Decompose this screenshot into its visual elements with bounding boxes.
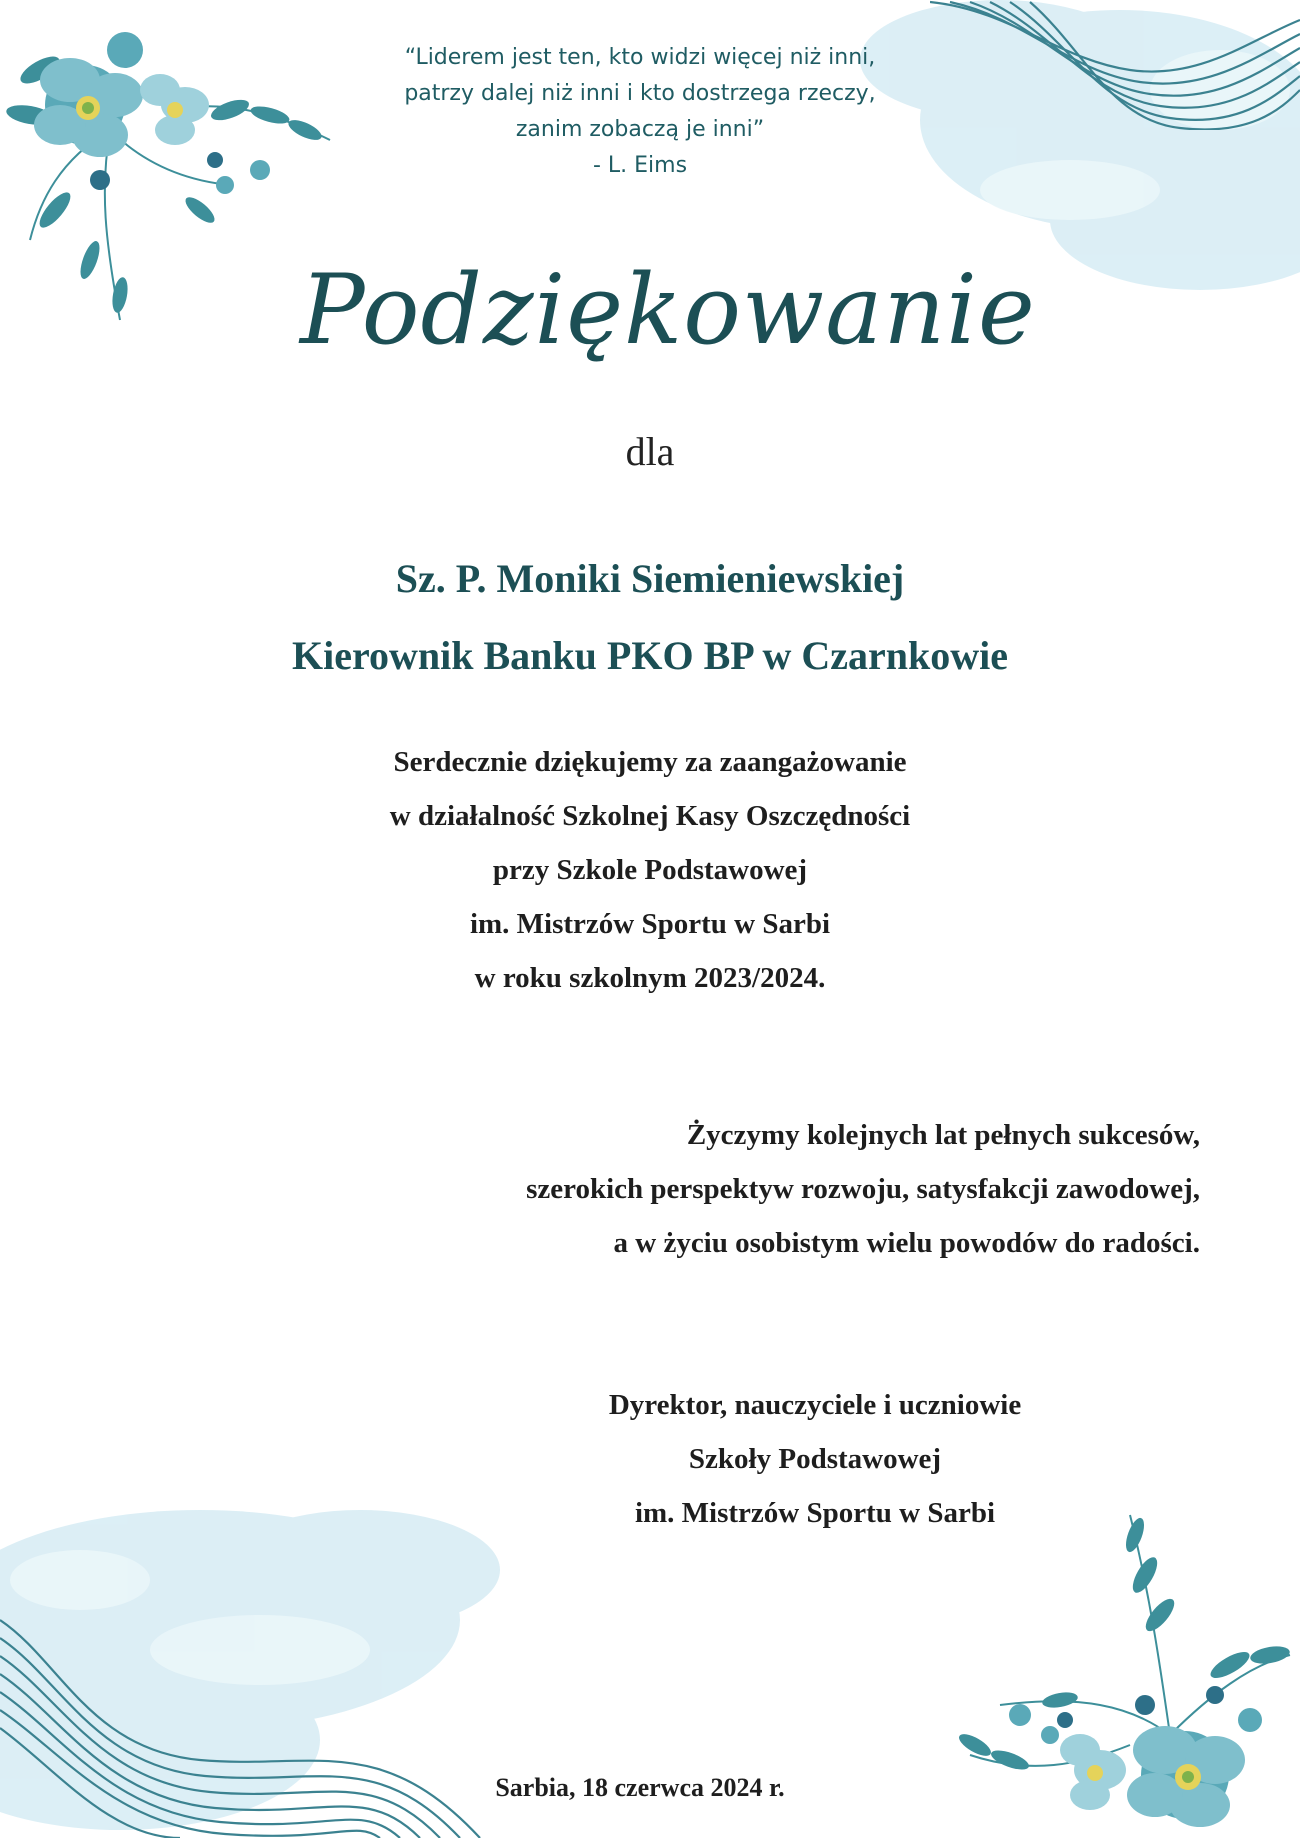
- signature-block: [520, 1378, 1110, 1540]
- certificate-title: Podziękowanie: [300, 254, 1036, 366]
- thanks-line: Serdecznie dziękujemy za zaangażowanie: [393, 746, 907, 778]
- quote-line: “Liderem jest ten, kto widzi więcej niż inni,: [404, 45, 876, 70]
- thanks-line: przy Szkole Podstawowej: [492, 854, 808, 886]
- quote-author: - L. Eims: [592, 153, 688, 178]
- signature-line: im. Mistrzów Sportu w Sarbi: [634, 1497, 996, 1529]
- wishes-line: a w życiu osobistym wielu powodów do radości.: [613, 1227, 1200, 1259]
- thanks-paragraph: [250, 735, 1050, 1005]
- thanks-line: im. Mistrzów Sportu w Sarbi: [469, 908, 831, 940]
- wishes-line: szerokich perspektyw rozwoju, satysfakcji zawodowej,: [526, 1173, 1200, 1205]
- recipient: [150, 540, 1150, 694]
- wave-lines-top: [930, 0, 1300, 130]
- wishes-line: Życzymy kolejnych lat pełnych sukcesów,: [686, 1119, 1200, 1151]
- quote-line: patrzy dalej niż inni i kto dostrzega rzeczy,: [404, 81, 876, 106]
- recipient-name: Sz. P. Moniki Siemieniewskiej: [395, 556, 905, 601]
- signature-line: Szkoły Podstawowej: [688, 1443, 942, 1475]
- for-label: dla: [625, 429, 675, 474]
- quote: [330, 40, 950, 184]
- wishes-paragraph: [380, 1108, 1200, 1270]
- date-place: Sarbia, 18 czerwca 2024 r.: [495, 1773, 785, 1802]
- flower-bouquet-bottom-icon: [930, 1505, 1300, 1838]
- recipient-position: Kierownik Banku PKO BP w Czarnkowie: [291, 633, 1008, 678]
- signature-line: Dyrektor, nauczyciele i uczniowie: [608, 1389, 1022, 1421]
- flower-bouquet-top-icon: [0, 10, 350, 330]
- quote-line: zanim zobaczą je inni”: [515, 117, 765, 142]
- thanks-line: w roku szkolnym 2023/2024.: [474, 962, 826, 994]
- thanks-line: w działalność Szkolnej Kasy Oszczędności: [389, 800, 911, 832]
